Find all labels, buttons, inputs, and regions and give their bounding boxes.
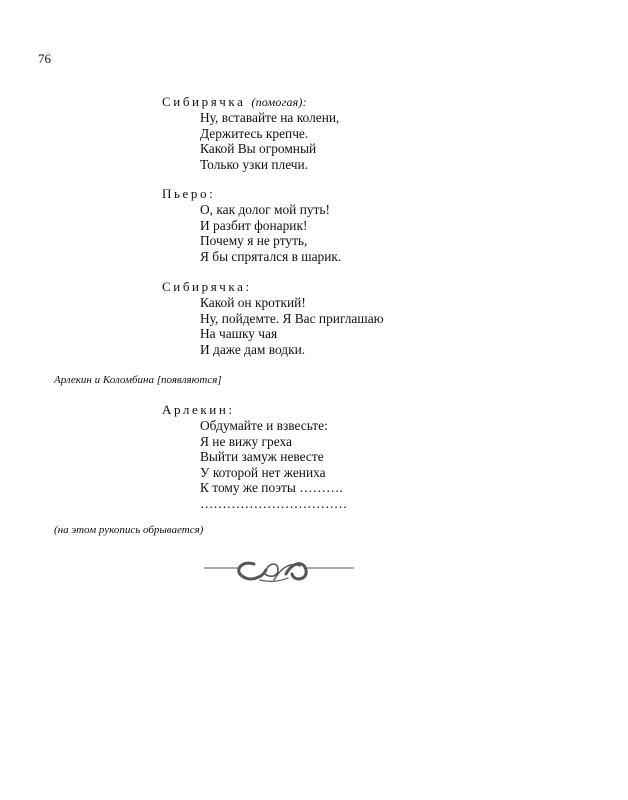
- verse-line: Какой Вы огромный: [200, 141, 317, 156]
- stage-direction-entrance: Арлекин и Коломбина [появляются]: [54, 374, 222, 386]
- verse-line: Держитесь крепче.: [200, 125, 309, 141]
- page-number: 76: [38, 51, 51, 66]
- verse-line: И даже дам водки.: [200, 341, 306, 357]
- verse-line: Только узки плечи.: [200, 156, 309, 172]
- verse-lines: [200, 418, 347, 511]
- verse-line: Ну, вставайте на колени,: [200, 110, 340, 125]
- verse-line: Я не вижу греха: [200, 433, 292, 449]
- speaker-name: Сибирячка:: [162, 279, 252, 294]
- verse-line: ……………………………: [200, 495, 348, 511]
- verse-line: На чашку чая: [200, 326, 278, 341]
- dialogue-block-siberian-1: [162, 94, 339, 172]
- speaker-name: Арлекин:: [162, 402, 235, 417]
- verse-line: И разбит фонарик!: [200, 217, 308, 233]
- verse-line: Почему я не ртуть,: [200, 233, 308, 248]
- verse-line: Какой он кроткий!: [200, 295, 306, 310]
- verse-lines: [200, 110, 339, 172]
- verse-line: У которой нет жениха: [200, 464, 326, 480]
- verse-line: О, как долог мой путь!: [200, 202, 330, 217]
- dialogue-block-harlequin: [162, 402, 347, 511]
- flourish-ornament-icon: [204, 556, 354, 590]
- stage-direction-ending: (на этом рукопись обрывается): [54, 524, 204, 536]
- verse-line: Обдумайте и взвесьте:: [200, 418, 328, 433]
- verse-line: Выйти замуж невесте: [200, 449, 324, 464]
- speaker-name: Пьеро:: [162, 186, 216, 201]
- dialogue-block-pierrot: [162, 186, 341, 264]
- verse-lines: [200, 202, 341, 264]
- speaker-name: [162, 94, 339, 110]
- verse-line: Я бы спрятался в шарик.: [200, 248, 342, 264]
- verse-line: Ну, пойдемте. Я Вас приглашаю: [200, 310, 384, 326]
- stage-remark: (помогая):: [251, 95, 307, 109]
- dialogue-block-siberian-2: [162, 279, 384, 357]
- speaker-label: Сибирячка: [162, 94, 246, 109]
- verse-line: К тому же поэты ……….: [200, 480, 343, 495]
- verse-lines: [200, 295, 384, 357]
